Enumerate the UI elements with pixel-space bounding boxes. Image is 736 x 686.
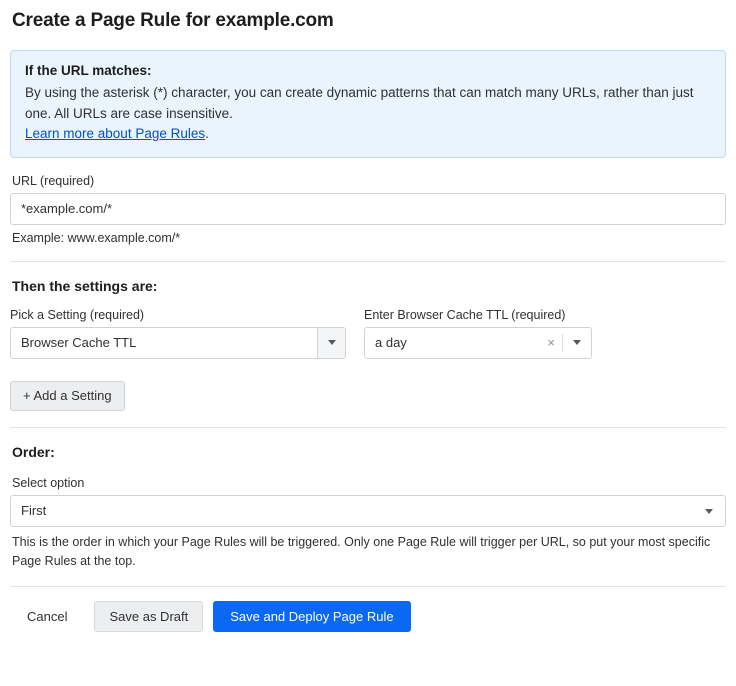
order-select-value: First	[21, 503, 47, 519]
page-rule-form	[0, 10, 736, 686]
callout-title: If the URL matches:	[25, 63, 152, 78]
url-input[interactable]	[10, 193, 726, 225]
divider-settings	[10, 261, 726, 262]
ttl-dropdown-button[interactable]	[563, 340, 591, 345]
save-as-draft-button[interactable]: Save as Draft	[94, 601, 203, 632]
order-select-label: Select option	[12, 475, 85, 490]
ttl-value: a day	[375, 335, 407, 351]
order-heading: Order:	[12, 443, 55, 460]
pick-setting-dropdown-button[interactable]	[317, 328, 345, 358]
ttl-group	[364, 308, 592, 359]
order-note: This is the order in which your Page Rules will be triggered. Only one Page Rule will trigger per URL, so put your most specific Page Rules at the top.	[12, 534, 711, 568]
url-field-label: URL (required)	[12, 173, 95, 188]
pick-setting-select[interactable]	[10, 327, 346, 359]
chevron-down-icon	[573, 340, 581, 345]
cancel-button[interactable]: Cancel	[10, 601, 84, 632]
ttl-label: Enter Browser Cache TTL (required)	[364, 307, 566, 322]
order-select[interactable]	[10, 495, 726, 527]
url-hint: Example: www.example.com/*	[12, 230, 181, 245]
callout-body: By using the asterisk (*) character, you can create dynamic patterns that can match many URLs, rather than just one. All URLs are case insensitive.	[25, 85, 694, 121]
callout-link-row	[25, 125, 711, 143]
chevron-down-icon	[705, 509, 713, 514]
pick-setting-group	[10, 308, 346, 359]
ttl-select[interactable]	[364, 327, 592, 359]
settings-row	[10, 308, 726, 359]
settings-heading: Then the settings are:	[12, 277, 158, 294]
chevron-down-icon	[328, 340, 336, 345]
page-title: Create a Page Rule for example.com	[12, 10, 334, 31]
divider-order	[10, 427, 726, 428]
callout-link-period: .	[205, 125, 209, 141]
url-match-callout	[10, 50, 726, 158]
clear-icon[interactable]: ×	[547, 335, 555, 351]
divider-footer	[10, 586, 726, 587]
pick-setting-value: Browser Cache TTL	[21, 335, 137, 351]
pick-setting-label: Pick a Setting (required)	[10, 307, 145, 322]
save-and-deploy-button[interactable]: Save and Deploy Page Rule	[213, 601, 410, 632]
add-setting-button[interactable]: + Add a Setting	[10, 381, 125, 411]
form-actions	[10, 601, 726, 632]
learn-more-link[interactable]: Learn more about Page Rules	[25, 125, 206, 141]
